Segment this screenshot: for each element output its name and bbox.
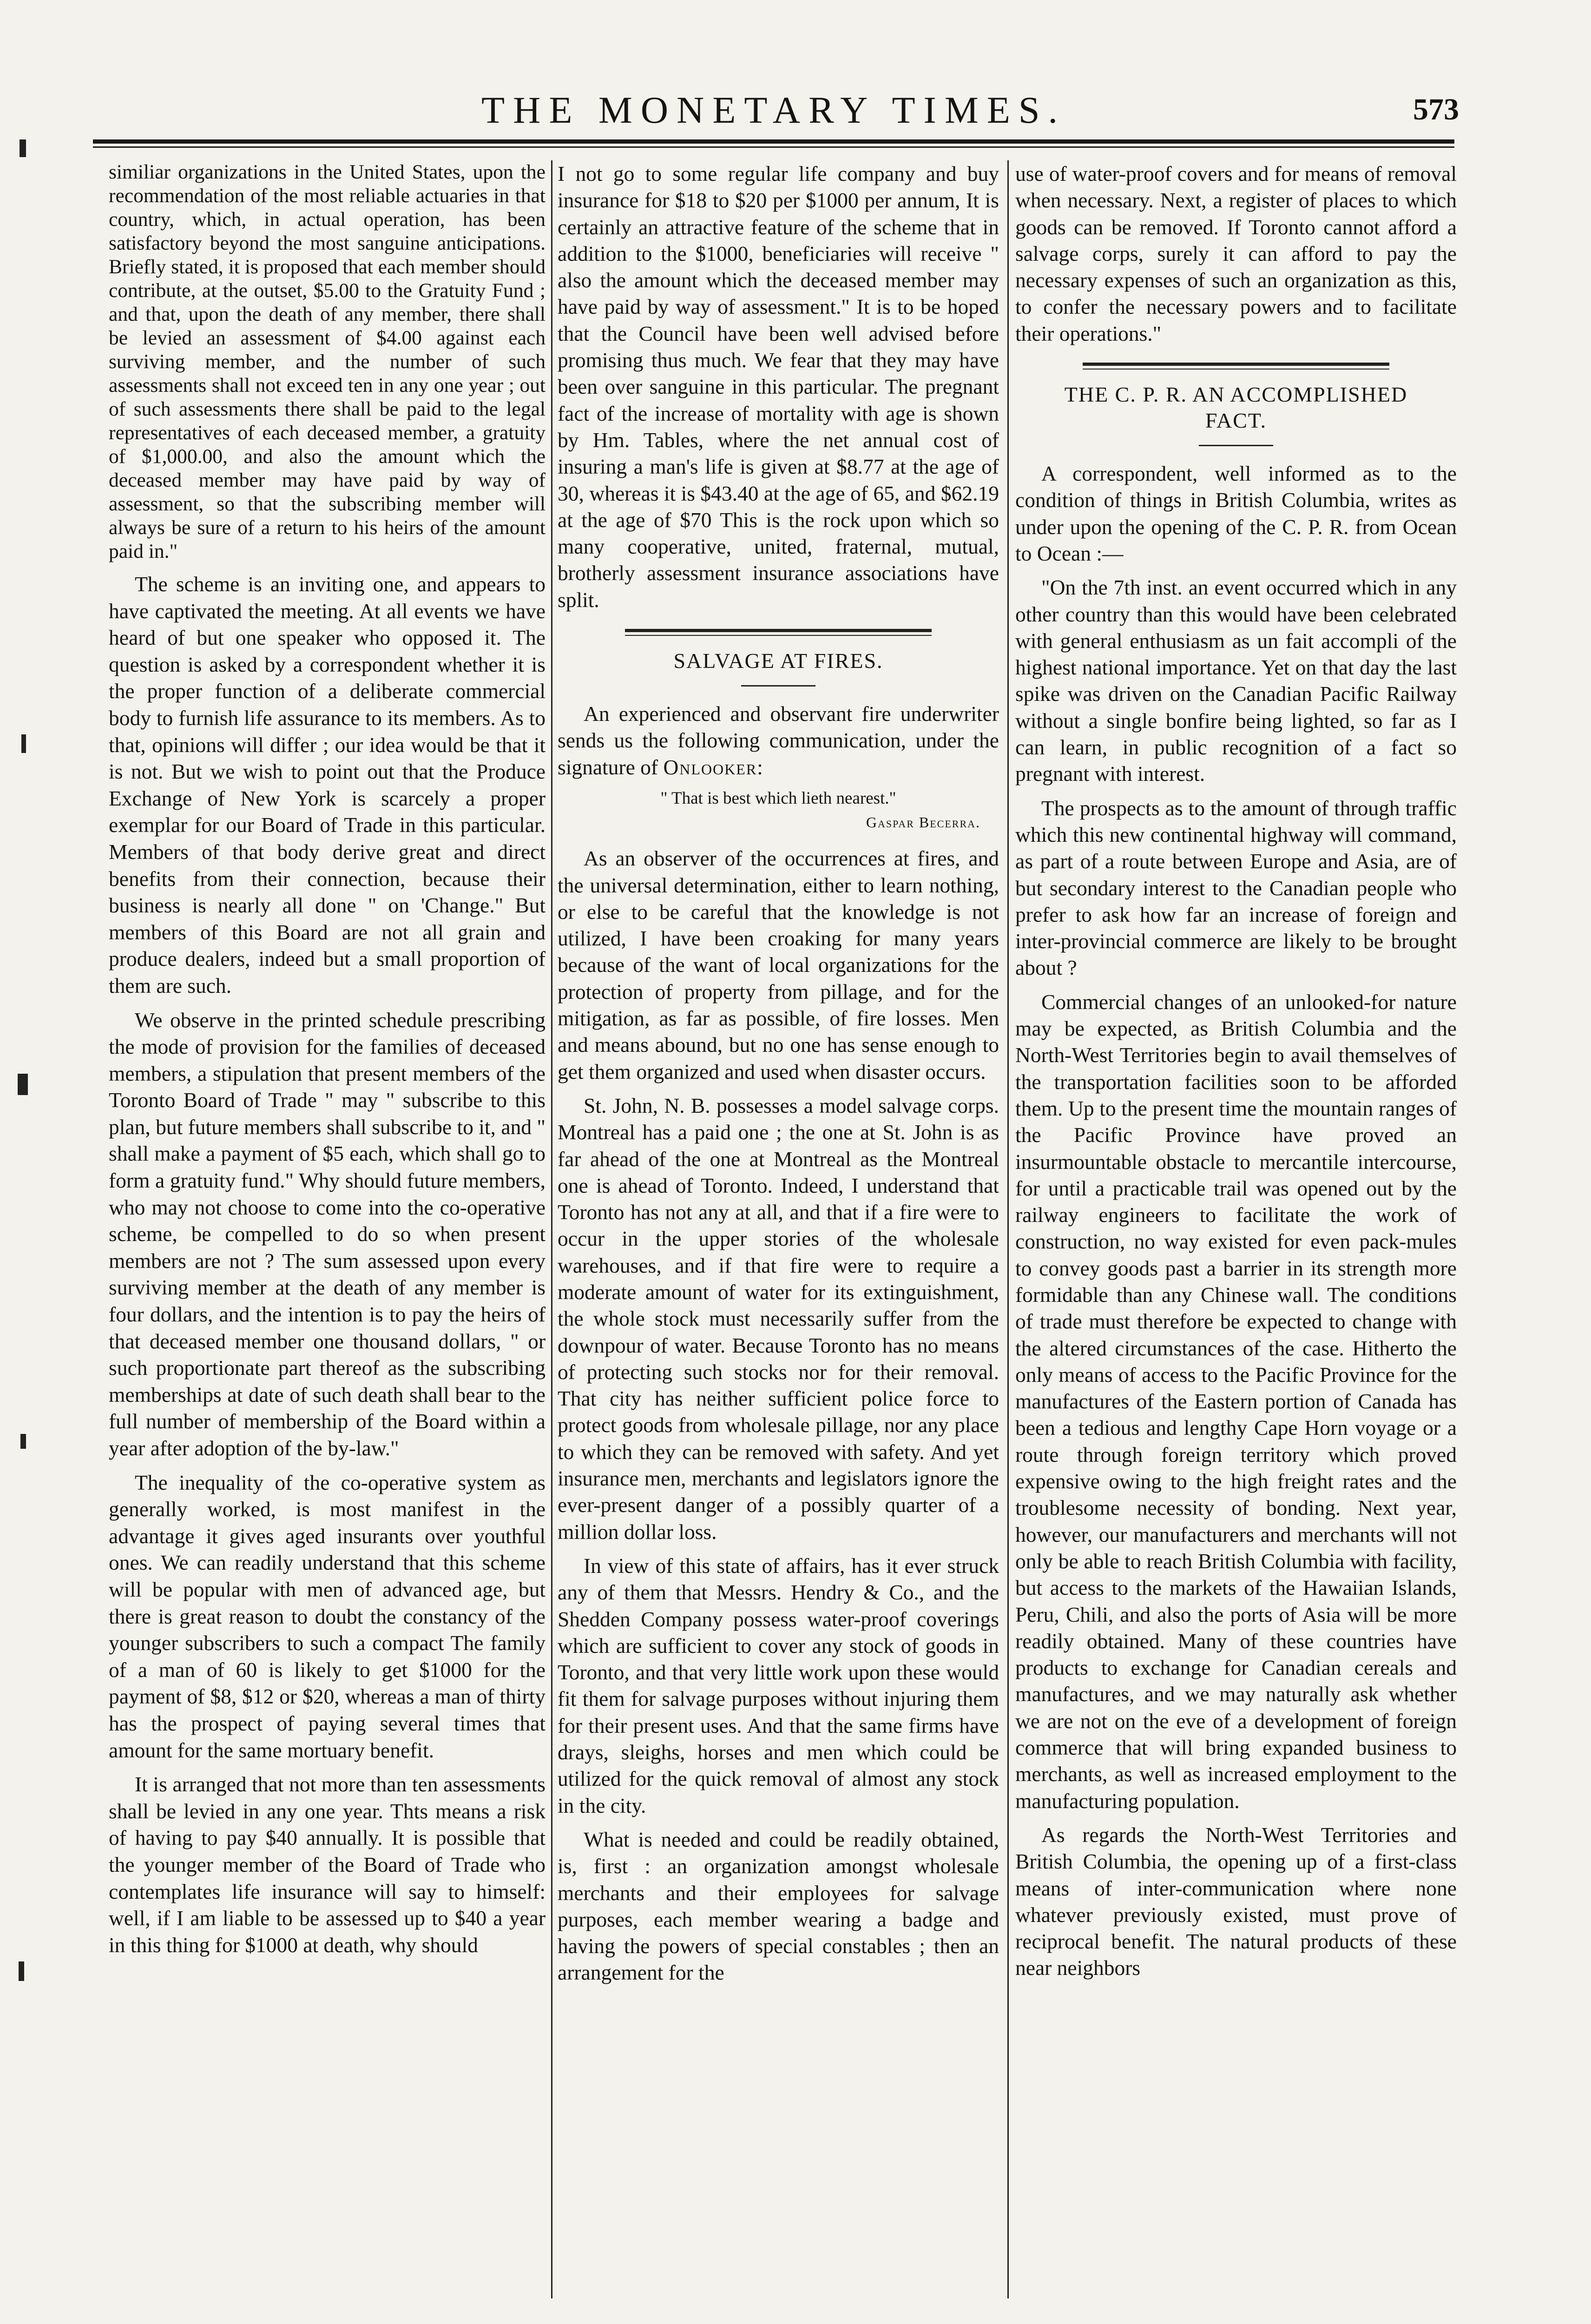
section-rule [1083,363,1389,370]
paragraph: We observe in the printed schedule prescribing the mode of provision for the families of deceased members, a stipulation that present members of the Toronto Board of Trade " may " subscribe to this plan, but future members shall subscribe to it, and " shall make a payment of $5 each, which shall go to form a gratuity fund." Why should future members, who may not choose to come into the co-operative scheme, be compelled to do so when present members are not ? The sum assessed upon every surviving member at the death of any member is four dollars, and the intention is to pay the heirs of that deceased member one thousand dollars, " or such proportionate part thereof as the subscribing memberships at date of such death shall bear to the full number of membership of the Board within a year after adoption of the by-law." [109,1008,546,1460]
margin-mark [21,734,26,753]
paragraph: The inequality of the co-operative system as generally worked, is most manifest in the advantage it gives aged insurants over youthful ones. We can readily understand that this scheme will be popular with men of advanced age, but there is great reason to doubt the constancy of the younger subscribers to such a compact The family of a man of 60 is likely to get $1000 for the payment of $8, $12 or $20, whereas a man of thirty has the prospect of paying several times that amount for the same mortuary benefit. [109,1470,546,1762]
paragraph: Commercial changes of an unlooked-for nature may be expected, as British Columbia and the North-West Territories begin to avail themselves of the transportation facilities soon to be afforded them. Up to the present time the mountain ranges of the Pacific Province have proved an insurmountable obstacle to mercantile intercourse, for until a practicable trail was opened out by the railway engineers to facilitate the work of construction, no way existed for even pack-mules to convey goods past a barrier in its strength more formidable than any Chinese wall. The conditions of trade must therefore be expected to change with the altered circumstances of the case. Hitherto the only means of access to the Pacific Province for the manufactures of the Eastern portion of Canada has been a tedious and lengthy Cape Horn voyage or a route through foreign territory which proved expensive owing to the high freight rates and the troublesome necessity of bonding. Next year, however, our manufacturers and merchants will not only be able to reach British Columbia with facility, but access to the markets of the Hawaiian Islands, Peru, Chili, and also the ports of Asia will be more readily obtained. Many of these countries have products to exchange for Canadian cereals and manufactures, and we may naturally ask whether we are not on the eve of a development of foreign commerce that will bring expanded business to merchants, as well as increased employment to the manufacturing population. [1015,990,1457,1813]
paragraph: "On the 7th inst. an event occurred which in any other country than this would have been celebrated with general enthusiasm as un fait accompli of the highest national importance. Yet on that day the last spike was driven on the Canadian Pacific Railway without a single bonfire being lighted, so far as I can learn, in public recognition of a fact so pregnant with interest. [1015,575,1457,786]
paragraph: The scheme is an inviting one, and appears to have captivated the meeting. At all events we have heard of but one speaker who opposed it. The question is asked by a correspondent whether it is the proper function of a deliberate commercial body to furnish life assurance to its members. As to that, opinions will differ ; our idea would be that it is not. But we wish to point out that the Produce Exchange of New York is scarcely a proper exemplar for our Board of Trade in this particular. Members of that body derive great and direct benefits from their connection, because their business is nearly all done " on 'Change." But members of this Board are not all grain and produce dealers, indeed but a small proportion of them are such. [109,572,546,997]
signature: Onlooker [663,755,757,779]
intro-paragraph [558,700,999,780]
margin-mark [20,1434,26,1449]
motto-author: Gaspar Becerra. [866,813,980,831]
section-rule [625,629,932,636]
paragraph: I not go to some regular life company and buy insurance for $18 to $20 per $1000 per annum, It is certainly an attractive feature of the scheme that in addition to the $1000, beneficiaries will receive " also the amount which the deceased member may have paid by way of assessment." It is to be hoped that the Council have been well advised before promising thus much. We fear that they may have been over sanguine in this particular. The pregnant fact of the increase of mortality with age is shown by Hm. Tables, where the net annual cost of insuring a man's life is given at $8.77 at the age of 30, whereas it is $43.40 at the age of 65, and $62.19 at the age of $70 This is the rock upon which so many cooperative, united, fraternal, mutual, brotherly assessment insurance associations have split. [558,162,999,612]
column-1 [109,160,546,2303]
paragraph: It is arranged that not more than ten assessments shall be levied in any one year. Thts means a risk of having to pay $40 annually. It is possible that the younger member of the Board of Trade who contemplates life insurance will say to himself: well, if I am liable to be assessed up to $40 a year in this thing for $1000 at death, why should [109,1772,546,1957]
motto: " That is best which lieth nearest." [660,788,896,808]
paragraph: What is needed and could be readily obtained, is, first : an organization amongst wholesale merchants and their employees for salvage purposes, each member wearing a badge and having the powers of special constables ; then an arrangement for the [558,1827,999,1985]
paragraph: In view of this state of affairs, has it ever struck any of them that Messrs. Hendry & Co., and the Shedden Company possess water-proof coverings which are sufficient to cover any stock of goods in Toronto, and that very little work upon these would fit them for salvage purposes without injuring them for their present uses. And that the same firms have drays, sleighs, horses and men which could be utilized for the quick removal of almost any stock in the city. [558,1553,999,1817]
page-number: 573 [1413,92,1459,126]
section-heading: THE C. P. R. AN ACCOMPLISHED FACT. [1064,383,1408,433]
margin-mark [18,1074,28,1095]
section-heading: SALVAGE AT FIRES. [673,649,883,673]
column-divider [551,160,552,2298]
margin-mark [19,1961,24,1981]
paragraph: use of water-proof covers and for means of removal when necessary. Next, a register of places to which goods can be removed. If Toronto cannot afford a salvage corps, surely it can afford to pay the necessary expenses of such an organization as this, to confer the necessary powers and to facilitate their operations." [1015,162,1457,345]
header-rule [93,139,1454,148]
paragraph: A correspondent, well informed as to the condition of things in British Columbia, writes as under upon the opening of the C. P. R. from Ocean to Ocean :— [1015,462,1457,565]
column-2 [558,160,999,2303]
margin-mark [20,139,26,157]
publication-title: THE MONETARY TIMES. [481,89,1066,131]
paragraph: similiar organizations in the United States, upon the recommendation of the most reliable actuaries in that country, which, in actual operation, has been satisfactory beyond the most sanguine anticipations. Briefly stated, it is proposed that each member should contribute, at the outset, $5.00 to the Gratuity Fund ; and that, upon the death of any member, there shall be levied an assessment of $4.00 against each surviving member, and the number of such assessments shall not exceed ten in any one year ; out of such assessments there shall be paid to the legal representatives of each deceased member, a gratuity of $1,000.00, and also the amount which the deceased member may have paid by way of assessment, so that the subscribing member will always be sure of a return to his heirs of the amount paid in." [109,161,546,562]
paragraph: The prospects as to the amount of through traffic which this new continental highway will command, as part of a route between Europe and Asia, are of but secondary interest to the Canadian people who prefer to ask how far an increase of foreign and inter-provincial commerce are likely to be brought about ? [1015,796,1457,980]
intro-text: An experienced and observant fire underwriter sends us the following communication, under the signature of [558,702,999,779]
paragraph: St. John, N. B. possesses a model salvage corps. Montreal has a paid one ; the one at St. John is as far ahead of the one at Montreal as the Montreal one is ahead of Toronto. Indeed, I understand that Toronto has not any at all, and that if a fire were to occur in the upper stories of the wholesale warehouses, and if that fire were to require a moderate amount of water for its extinguishment, the whole stock must necessarily suffer from the downpour of water. Because Toronto has no means of protecting such stocks nor for their removal. That city has neither sufficient police force to protect goods from wholesale pillage, nor any place to which they can be removed with safety. And yet insurance men, merchants and legislators ignore the ever-present danger of a possibly quarter of a million dollar loss. [558,1093,999,1544]
heading-rule [741,685,815,687]
column-3 [1015,160,1457,2303]
column-divider [1007,160,1009,2298]
heading-rule [1199,445,1273,446]
paragraph: As an observer of the occurrences at fires, and the universal determination, either to learn nothing, or else to be careful that the knowledge is not utilized, I have been croaking for many years because of the want of local organizations for the protection of property from pillage, and for the mitigation, as far as possible, of fire losses. Men and means abound, but no one has sense enough to get them organized and used when disaster occurs. [558,846,999,1083]
page-header [93,79,1459,149]
intro-end: : [757,755,763,779]
paragraph: As regards the North-West Territories and British Columbia, the opening up of a first-class means of inter-communication where none whatever previously existed, must prove of reciprocal benefit. The natural products of these near neighbors [1015,1822,1457,1980]
